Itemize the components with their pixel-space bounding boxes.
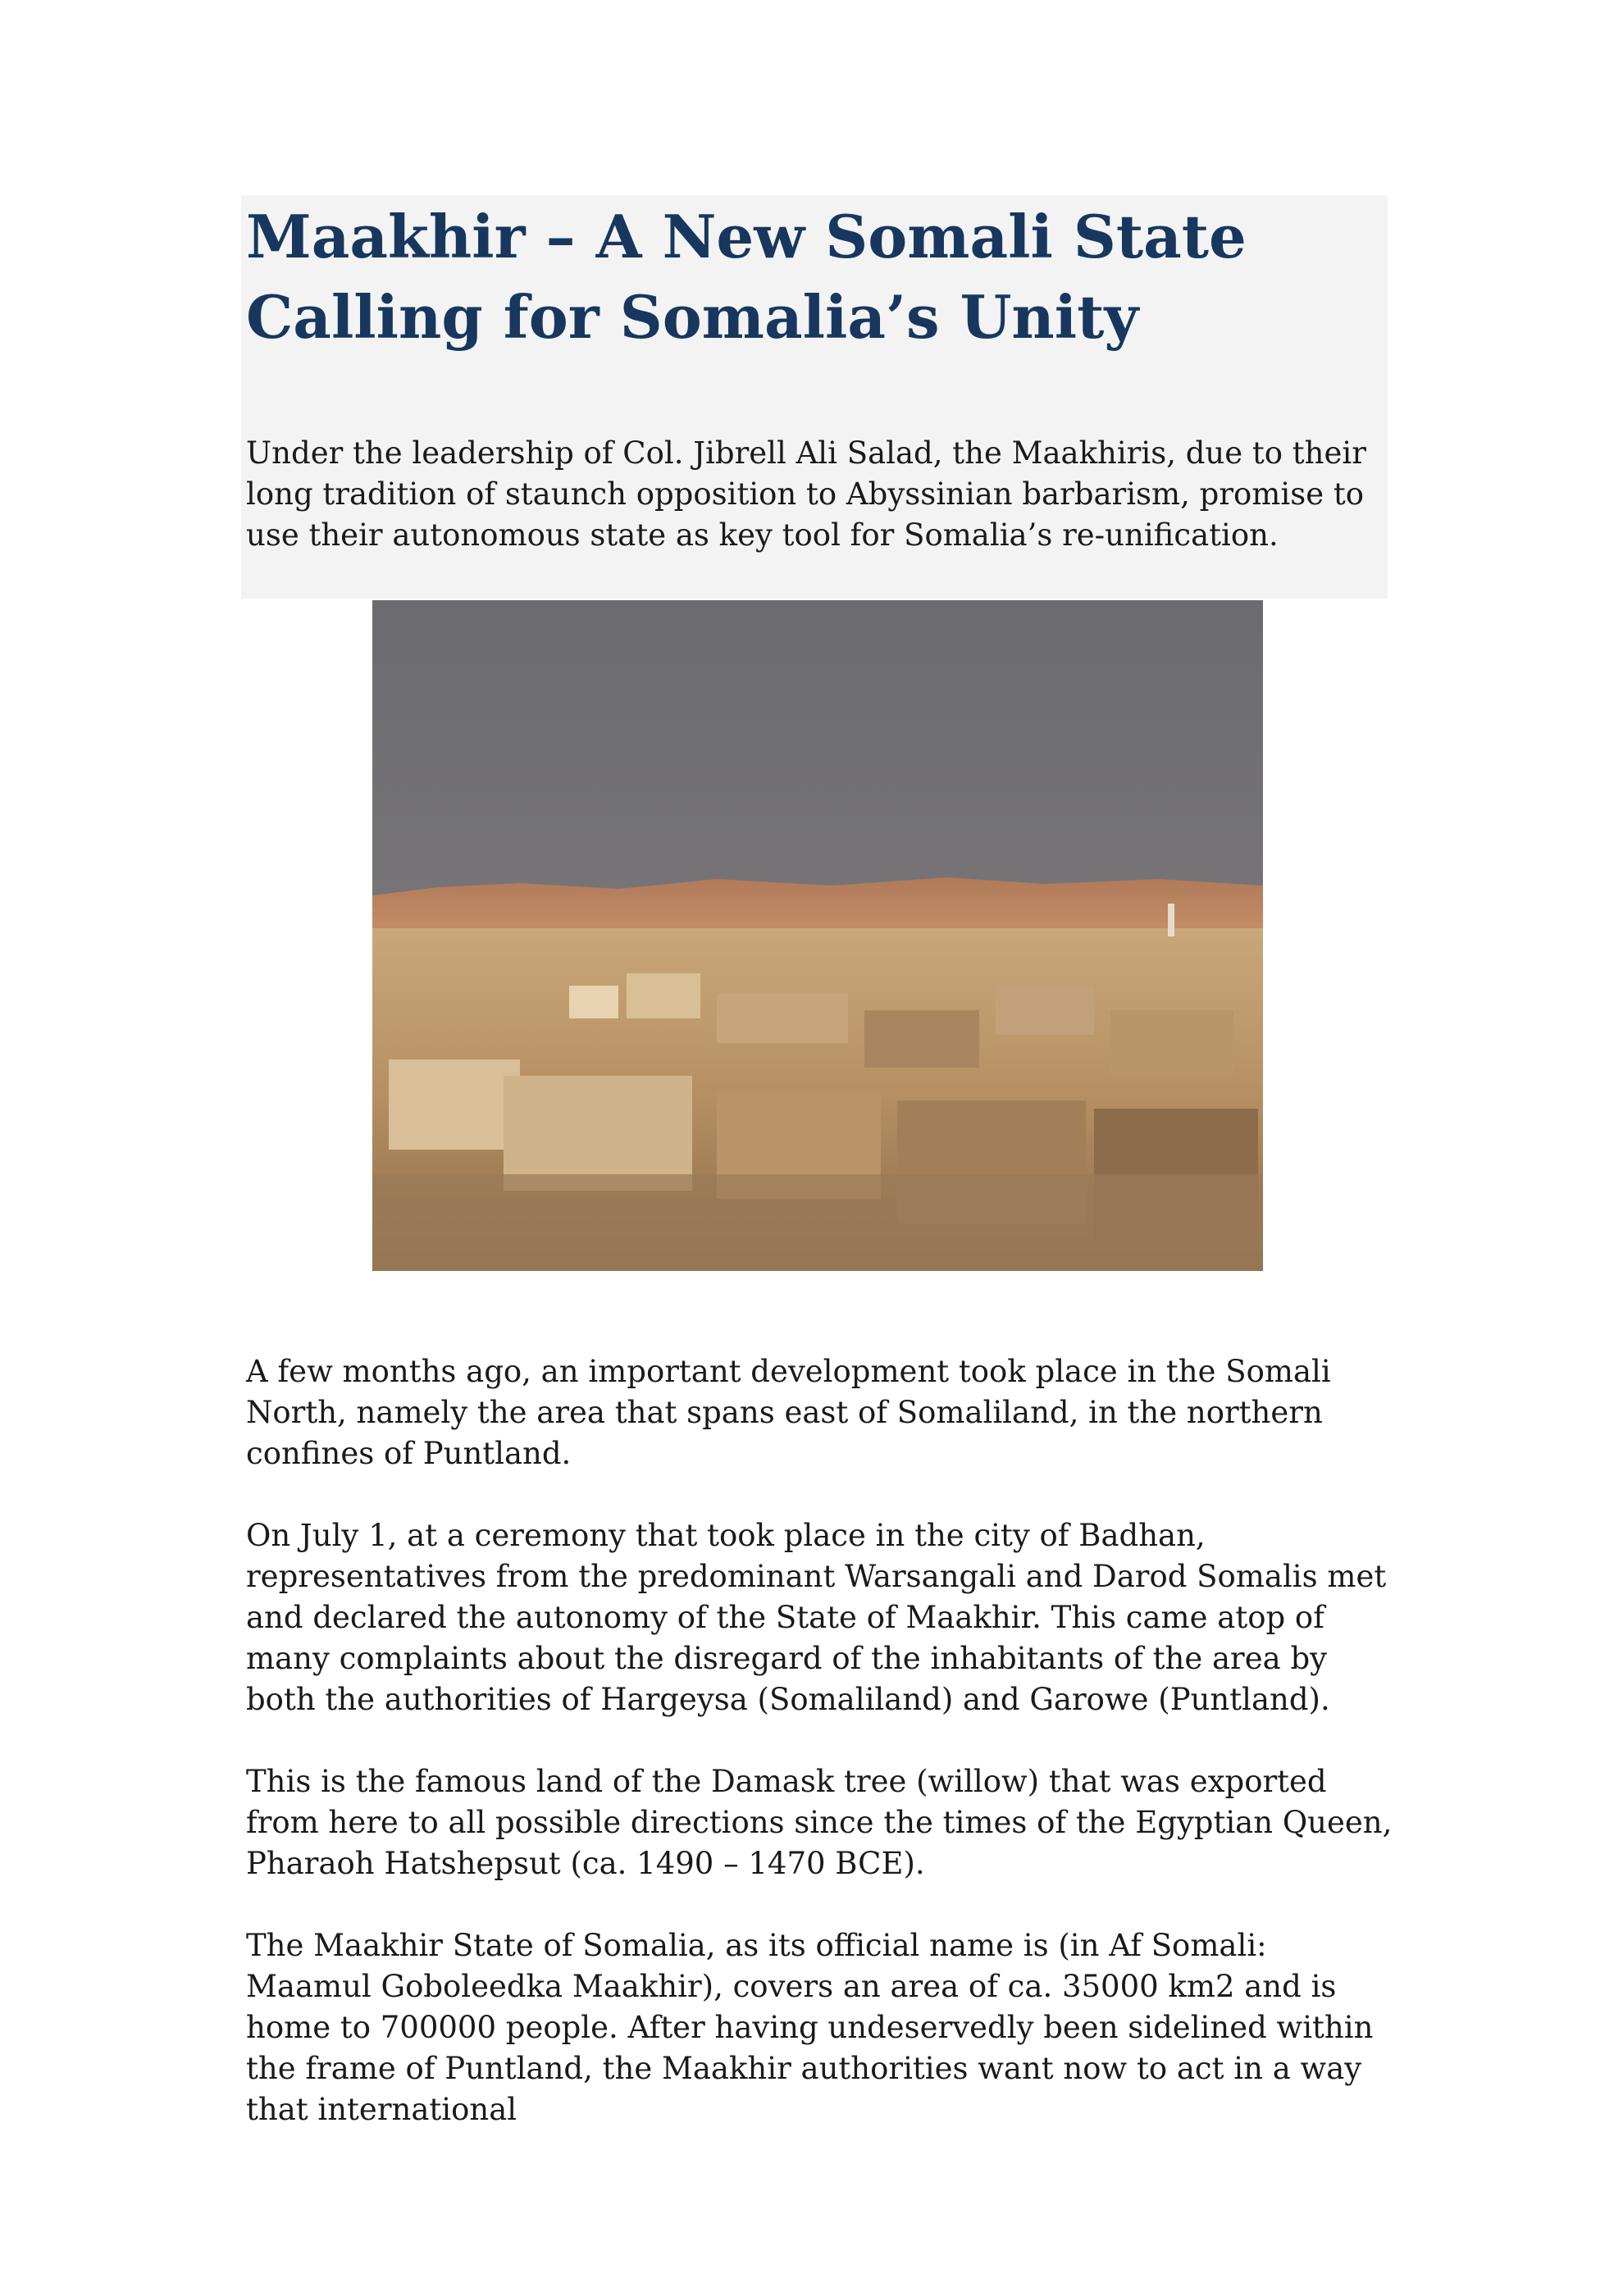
paragraph-3: This is the famous land of the Damask tree (willow) that was exported from here to all possible directions since the times of the Egyptian Queen, Pharaoh Hatshepsut (ca. 1490 – 1470 BCE). (246, 1764, 1393, 1881)
article-title: Maakhir – A New Somali State Calling for Somalia’s Unity (246, 202, 1247, 352)
paragraph-2: On July 1, at a ceremony that took place in the city of Badhan, representatives from the predominant Warsangali and Darod Somalis met and declared the autonomy of the State of Maakhir. This came atop of many complaints about the disregard of the inhabitants of the area by both the authorities of Hargeysa (Somaliland) and Garowe (Puntland). (246, 1518, 1387, 1717)
city-skyline-photo (372, 600, 1263, 1271)
article-lead: Under the leadership of Col. Jibrell Ali Salad, the Maakhiris, due to their long tradition of staunch opposition to Abyssinian barbarism, promise to use their autonomous state as key tool for Somalia’s re-unification. (246, 435, 1366, 553)
article-body (246, 1351, 1394, 2171)
paragraph-1: A few months ago, an important development took place in the Somali North, namely the area that spans east of Somaliland, in the northern confines of Puntland. (246, 1354, 1331, 1471)
paragraph-4: The Maakhir State of Somalia, as its official name is (in Af Somali: Maamul Goboleedka Maakhir), covers an area of ca. 35000 km2 and is home to 700000 people. After having undeservedly been sidelined within the frame of Puntland, the Maakhir authorities want now to act in a way that international (246, 1928, 1374, 2127)
